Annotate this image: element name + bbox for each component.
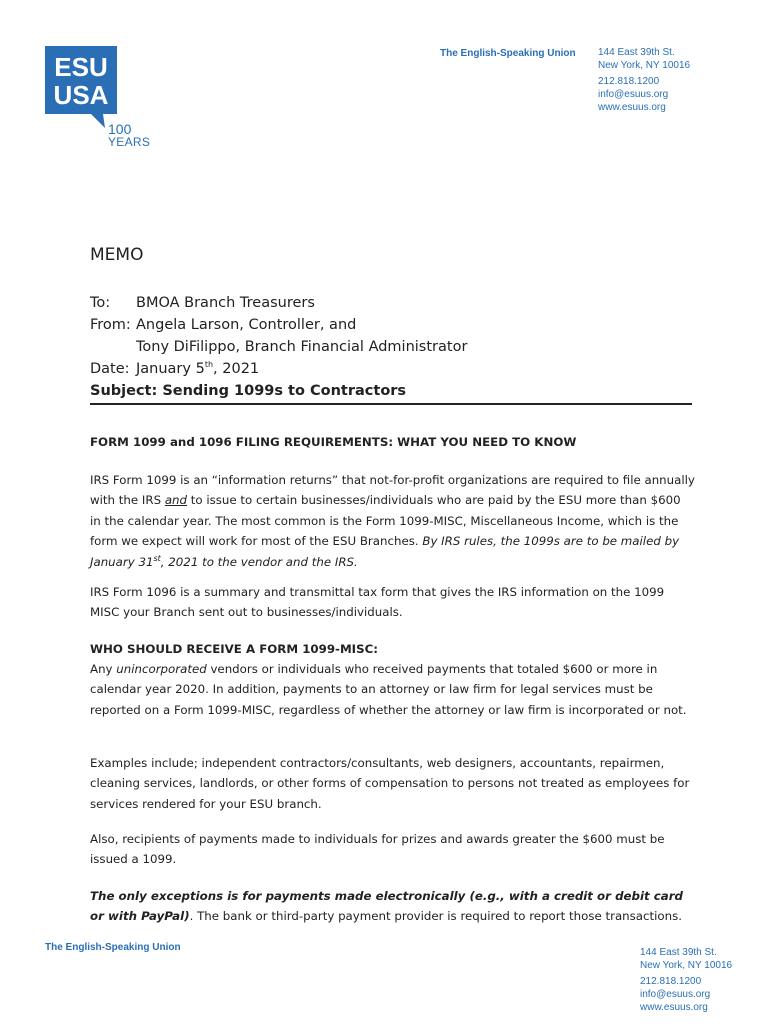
logo-line2: USA — [53, 80, 109, 110]
memo-to-value: BMOA Branch Treasurers — [136, 295, 315, 311]
memo-date-main: January 5 — [136, 361, 205, 377]
memo-date-value — [136, 361, 259, 377]
memo-from-label: From: — [90, 317, 131, 333]
memo-title: MEMO — [90, 245, 144, 265]
header-address-block — [598, 46, 690, 114]
section-heading-filing-requirements: FORM 1099 and 1096 FILING REQUIREMENTS: WHAT YOU NEED TO KNOW — [90, 435, 577, 449]
paragraph-prizes-awards: Also, recipients of payments made to individuals for prizes and awards greater the $600 must be issued a 1099. — [90, 832, 665, 867]
footer-email[interactable]: info@esuus.org — [640, 989, 711, 1000]
footer-org-name: The English-Speaking Union — [45, 942, 181, 953]
footer-address-block — [640, 946, 732, 1014]
memo-to-label: To: — [90, 295, 111, 311]
footer-website[interactable]: www.esuus.org — [640, 1002, 708, 1013]
logo-years-number: 100 — [108, 121, 132, 137]
paragraph-examples: Examples include; independent contractors/consultants, web designers, accountants, repairmen, cleaning services, landlords, or other forms of compensation to persons not treated as employees for services rendered for your ESU branch. — [90, 756, 690, 811]
header-email[interactable]: info@esuus.org — [598, 89, 669, 100]
header-address-city: New York, NY 10016 — [598, 60, 691, 71]
memo-date-sup: th — [204, 360, 214, 370]
header-divider — [90, 403, 692, 405]
irs-deadline-note: By IRS rules, the 1099s are to be mailed by January 31st, 2021 to the vendor and the IRS. — [90, 534, 680, 569]
emphasis-and: and — [164, 493, 188, 508]
paragraph-form-1096: IRS Form 1096 is a summary and transmittal tax form that gives the IRS information on the 1099 MISC your Branch sent out to businesses/individuals. — [90, 585, 665, 620]
exceptions-emphasis: The only exceptions is for payments made electronically (e.g., with a credit or debit card or with PayPal) — [90, 889, 683, 924]
header-website[interactable]: www.esuus.org — [598, 102, 666, 113]
footer-address-street: 144 East 39th St. — [640, 947, 717, 958]
header-phone: 212.818.1200 — [598, 76, 660, 87]
paragraph-form-1099: IRS Form 1099 is an “information returns” that not-for-profit organizations are required to file annually with the IRS and to issue to certain businesses/individuals who are paid by the ESU more than $600 in the calendar year. The most common is the Form 1099-MISC, Miscellaneous Income, which is the form we expect will work for most of the ESU Branches. By IRS rules, the 1099s are to be mailed by January 31st, 2021 to the vendor and the IRS. — [90, 473, 695, 569]
memo-date-year: , 2021 — [213, 361, 260, 377]
memo-date-label: Date: — [90, 361, 130, 377]
emphasis-unincorporated: unincorporated — [116, 662, 207, 676]
memo-from-value-1: Angela Larson, Controller, and — [136, 317, 357, 333]
memo-subject: Subject: Sending 1099s to Contractors — [90, 383, 407, 399]
logo-speech-bubble — [45, 46, 117, 130]
header-address-street: 144 East 39th St. — [598, 47, 675, 58]
logo-100-years — [108, 122, 150, 149]
esu-usa-logo — [45, 46, 117, 130]
section-heading-who-should-receive: WHO SHOULD RECEIVE A FORM 1099-MISC: — [90, 642, 378, 656]
paragraph-exceptions: The only exceptions is for payments made electronically (e.g., with a credit or debit card or with PayPal). The bank or third-party payment provider is required to report those transactions. — [90, 889, 683, 924]
footer-address-city: New York, NY 10016 — [640, 960, 733, 971]
paragraph-unincorporated-vendors: Any unincorporated vendors or individuals who received payments that totaled $600 or more in calendar year 2020. In addition, payments to an attorney or law firm for legal services must be reported on a Form 1099-MISC, regardless of whether the attorney or law firm is incorporated or not. — [90, 662, 687, 717]
header-org-name: The English-Speaking Union — [440, 48, 576, 59]
footer-phone: 212.818.1200 — [640, 976, 702, 987]
logo-years-word: YEARS — [108, 135, 151, 149]
memo-from-value-2: Tony DiFilippo, Branch Financial Administrator — [136, 339, 468, 355]
logo-line1: ESU — [54, 52, 108, 82]
